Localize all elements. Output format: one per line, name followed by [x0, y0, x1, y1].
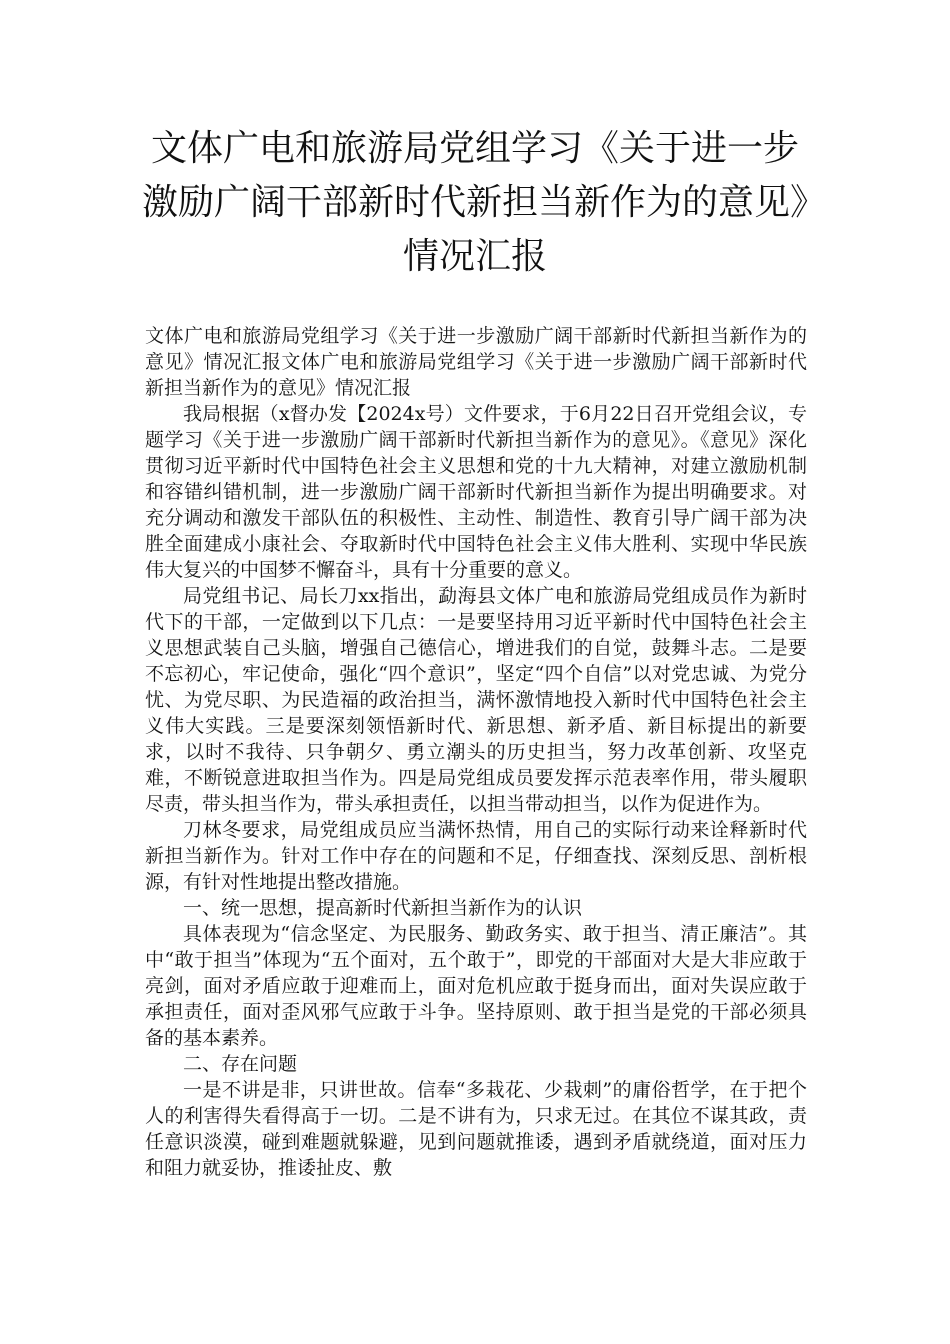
body-paragraph: 具体表现为“信念坚定、为民服务、勤政务实、敢于担当、清正廉洁”。其中“敢于担当”体现为“五个面对，五个敢于”，即党的干部面对大是大非应敢于亮剑，面对矛盾应敢于迎难而上，面对危机应敢于挺身而出，面对失误应敢于承担责任，面对歪风邪气应敢于斗争。坚持原则、敢于担当是党的干部必须具备的基本素养。	[145, 923, 807, 1049]
section-heading: 二、存在问题	[183, 1053, 298, 1075]
body-paragraph: 我局根据（x督办发【2024x号）文件要求，于6月22日召开党组会议，专题学习《关于进一步激励广阔干部新时代新担当新作为的意见》。《意见》深化贯彻习近平新时代中国特色社会主义思想和党的十九大精神，对建立激励机制和容错纠错机制，进一步激励广阔干部新时代新担当新作为提出明确要求。对充分调动和激发干部队伍的积极性、主动性、制造性、教育引导广阔干部为决胜全面建成小康社会、夺取新时代中国特色社会主义伟大胜利、实现中华民族伟大复兴的中国梦不懈奋斗，具有十分重要的意义。	[145, 403, 807, 581]
body-paragraph: 一是不讲是非，只讲世故。信奉“多栽花、少栽刺”的庸俗哲学，在于把个人的利害得失看得高于一切。二是不讲有为，只求无过。在其位不谋其政，责任意识淡漠，碰到难题就躲避，见到问题就推诿，遇到矛盾就绕道，面对压力和阻力就妥协，推诿扯皮、敷	[145, 1079, 807, 1179]
document-body	[145, 323, 807, 1181]
document-title: 文体广电和旅游局党组学习《关于进一步激励广阔干部新时代新担当新作为的意见》情况汇报	[141, 128, 808, 277]
body-paragraph: 刀林冬要求，局党组成员应当满怀热情，用自己的实际行动来诠释新时代新担当新作为。针对工作中存在的问题和不足，仔细查找、深刻反思、剖析根源，有针对性地提出整改措施。	[145, 819, 807, 893]
section-heading: 一、统一思想，提高新时代新担当新作为的认识	[183, 897, 583, 919]
body-paragraph: 局党组书记、局长刀xx指出，勐海县文体广电和旅游局党组成员作为新时代下的干部，一定做到以下几点：一是要坚持用习近平新时代中国特色社会主义思想武装自己头脑，增强自己德信心，增进我们的自觉，鼓舞斗志。二是要不忘初心，牢记使命，强化“四个意识”，坚定“四个自信”以对党忠诚、为党分忧、为党尽职、为民造福的政治担当，满怀激情地投入新时代中国特色社会主义伟大实践。三是要深刻领悟新时代、新思想、新矛盾、新目标提出的新要求，以时不我待、只争朝夕、勇立潮头的历史担当，努力改革创新、攻坚克难，不断锐意进取担当作为。四是局党组成员要发挥示范表率作用，带头履职尽责，带头担当作为，带头承担责任，以担当带动担当，以作为促进作为。	[145, 585, 807, 815]
body-paragraph: 文体广电和旅游局党组学习《关于进一步激励广阔干部新时代新担当新作为的意见》情况汇报文体广电和旅游局党组学习《关于进一步激励广阔干部新时代新担当新作为的意见》情况汇报	[145, 325, 807, 399]
